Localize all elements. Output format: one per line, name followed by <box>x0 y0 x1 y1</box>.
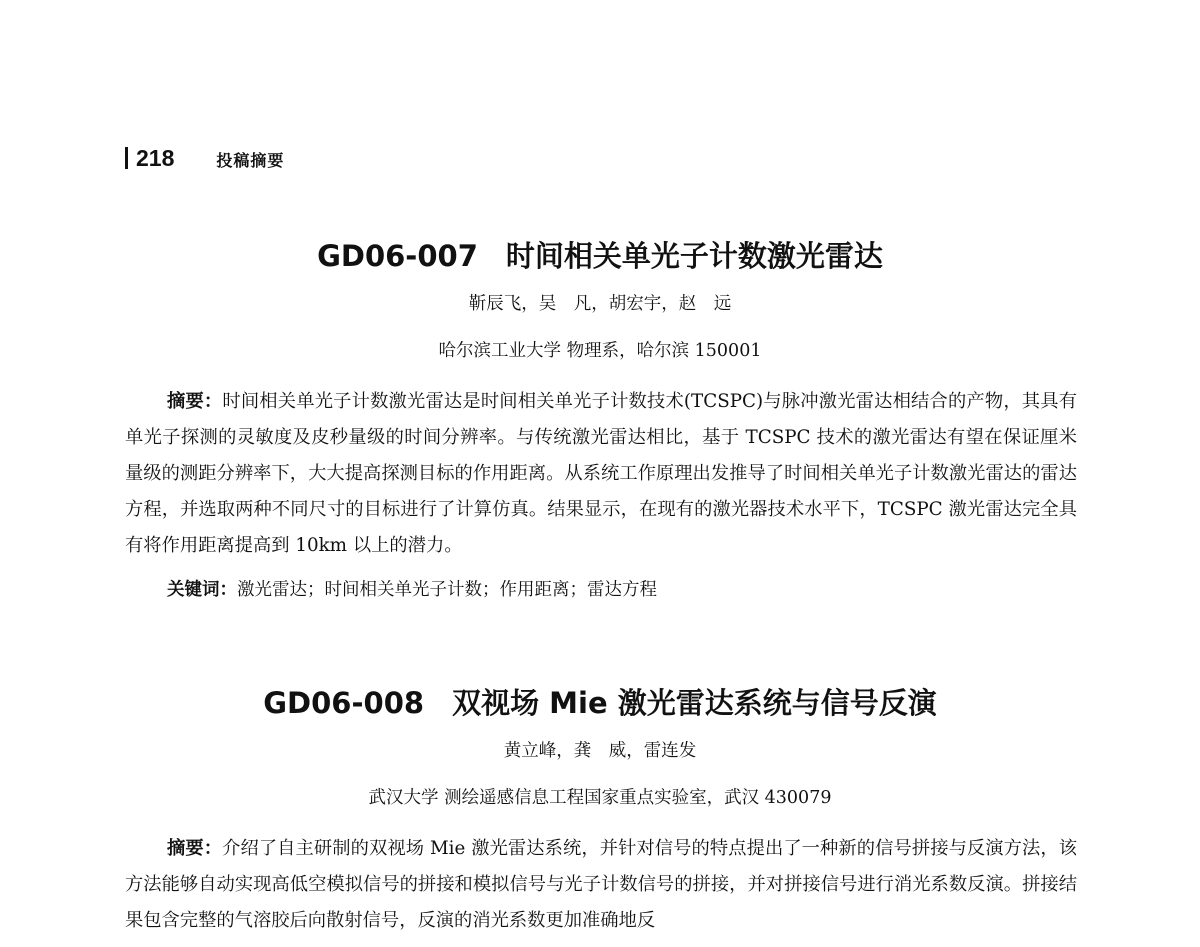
page-header <box>125 144 284 172</box>
section-label: 投稿摘要 <box>216 151 285 170</box>
header-rule <box>125 147 128 169</box>
abstract-label: 摘要： <box>167 838 223 859</box>
abstract-label: 摘要： <box>167 391 223 412</box>
article-abstract <box>125 384 1077 564</box>
article-code: GD06-008 <box>263 686 425 720</box>
article-title <box>0 681 1200 722</box>
abstract-text: 介绍了自主研制的双视场 Mie 激光雷达系统，并针对信号的特点提出了一种新的信号拼接与反演方法，该方法能够自动实现高低空模拟信号的拼接和模拟信号与光子计数信号的拼接，并对拼接信号进行消光系数反演。拼接结果包含完整的气溶胶后向散射信号，反演的消光系数更加准确地反 <box>125 838 1078 931</box>
article-code: GD06-007 <box>317 239 478 273</box>
article-title-text: 时间相关单光子计数激光雷达 <box>505 239 883 273</box>
page-number: 218 <box>136 145 175 171</box>
article-keywords <box>167 576 657 601</box>
article-affiliation: 哈尔滨工业大学 物理系，哈尔滨 150001 <box>438 341 762 361</box>
keywords-text: 激光雷达；时间相关单光子计数；作用距离；雷达方程 <box>237 580 657 600</box>
keywords-label: 关键词： <box>167 580 237 600</box>
abstract-text: 时间相关单光子计数激光雷达是时间相关单光子计数技术(TCSPC)与脉冲激光雷达相结合的产物，其具有单光子探测的灵敏度及皮秒量级的时间分辨率。与传统激光雷达相比，基于 TCSPC 技术的激光雷达有望在保证厘米量级的测距分辨率下，大大提高探测目标的作用距离。从系统工作原理出发推导了时间相关单光子计数激光雷达的雷达方程，并选取两种不同尺寸的目标进行了计算仿真。结果显示，在现有的激光器技术水平下，TCSPC 激光雷达完全具有将作用距离提高到 10km 以上的潜力。 <box>125 391 1077 556</box>
article-authors: 靳辰飞，吴 凡，胡宏宇，赵 远 <box>468 294 732 314</box>
article-title <box>0 234 1200 275</box>
article-title-text: 双视场 Mie 激光雷达系统与信号反演 <box>452 686 937 720</box>
article-affiliation: 武汉大学 测绘遥感信息工程国家重点实验室，武汉 430079 <box>368 788 832 808</box>
article-authors: 黄立峰，龚 威，雷连发 <box>503 741 697 761</box>
article-abstract <box>125 831 1077 939</box>
